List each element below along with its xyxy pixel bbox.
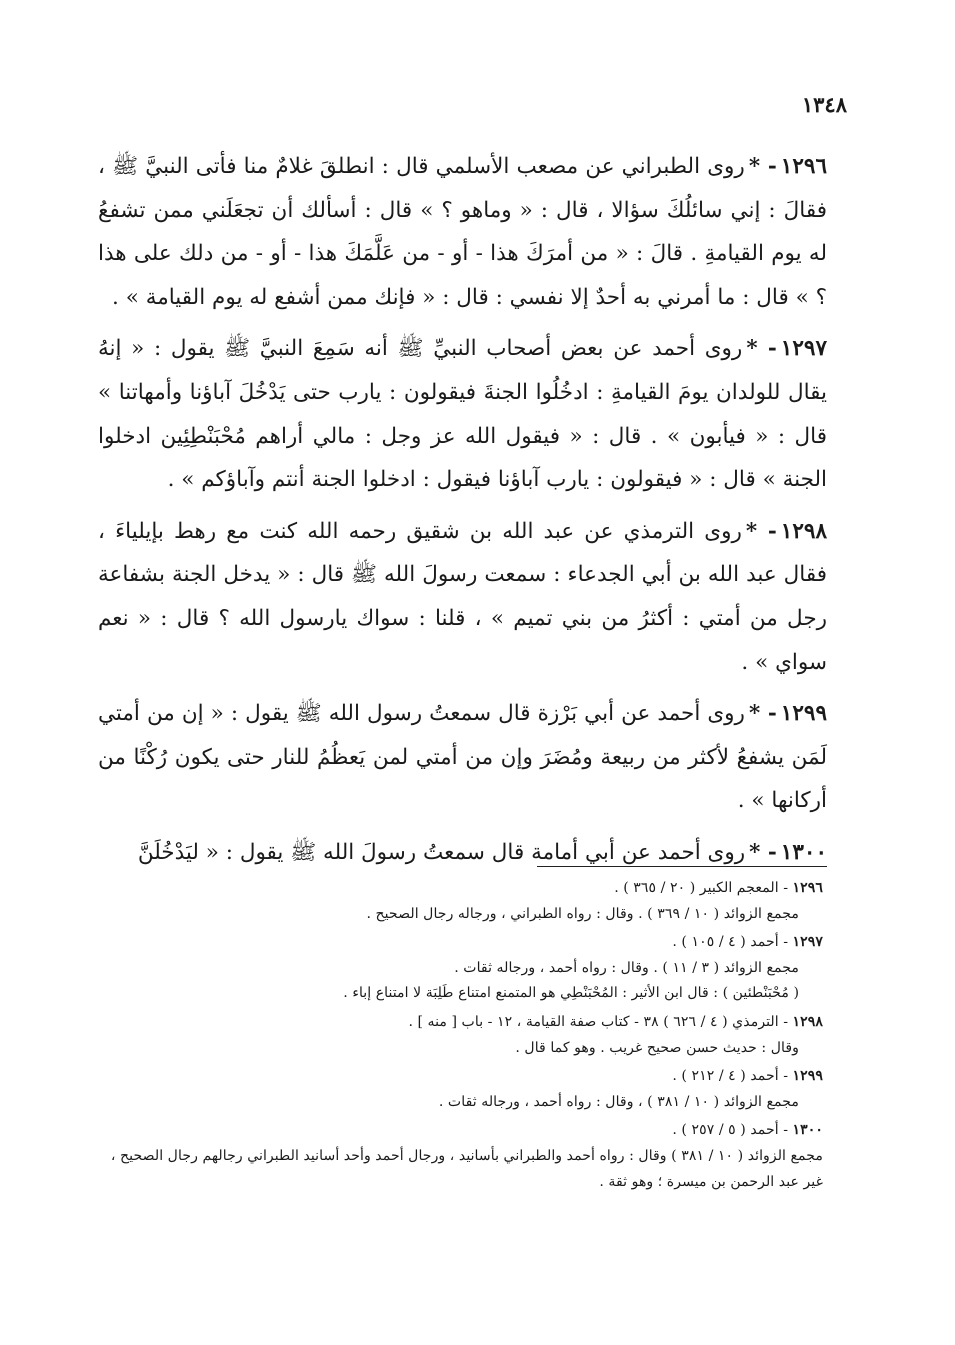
footnote-number: ١٢٩٧ <box>792 934 823 951</box>
hadith-text: روى الترمذي عن عبد الله بن شقيق رحمه الله كنت مع رهط بإيلياءَ ، فقال عبد الله بن أبي الجدعاء : سمعت رسولَ الله ﷺ قال : « يدخل الجنة بشفاعة رجل من أمتي : أكثرُ من بني تميم » ، قلنا : سواك يارسول الله ؟ قال : « نعم سواي » . <box>98 518 827 675</box>
footnote-1296 <box>110 876 823 927</box>
hadith-number: ١٣٠٠ <box>780 839 827 865</box>
footnote-number: ١٢٩٨ <box>792 1013 823 1030</box>
hadith-number: ١٢٩٩ <box>780 701 827 727</box>
footnote-text: مجمع الزوائد ( ١٠ / ٣٦٩ ) . وقال : رواه الطبراني ، ورجاله رجال الصحيح . <box>366 905 799 922</box>
hadith-1296 <box>98 145 827 319</box>
hadith-separator: - * <box>748 701 777 727</box>
footnote-source-line <box>110 1064 823 1090</box>
hadith-text: روى الطبراني عن مصعب الأسلمي قال : انطلقَ غلامٌ منا فأتى النبيَّ ﷺ ، فقالَ : إني سائلُكَ سؤالا ، قال : « وماهو ؟ » قال : أسألك أن تجعَلَني ممن تشفعُ له يوم القيامةِ . قالَ : « من أمرَكَ هذا - أو - من عَلَّمَكَ هذا - أو - من دلك على هذا ؟ » قال : ما أمرني به أحدٌ إلا نفسي : قال : « فإنك ممن أشفع له يوم القيامة » . <box>98 154 827 310</box>
hadith-separator: - * <box>749 839 777 865</box>
footnote-divider <box>537 866 827 867</box>
footnote-text: مجمع الزوائد ( ٣ / ١١ ) . وقال : رواه أحمد ، ورجاله ثقات . <box>454 959 799 976</box>
footnote-source-line <box>110 876 823 902</box>
hadith-text: روى أحمد عن أبي أمامة قال سمعتُ رسولَ الله ﷺ يقول : « ليَدْخُلَنَّ <box>137 839 746 865</box>
hadith-1298 <box>98 510 827 684</box>
footnote-text: مجمع الزوائد ( ١٠ / ٣٨١ ) ، وقال : رواه أحمد ، ورجاله ثقات . <box>438 1093 799 1110</box>
footnote-1297 <box>110 930 823 1007</box>
footnote-source-line <box>110 930 823 956</box>
hadith-number: ١٢٩٧ <box>780 336 827 362</box>
footnote-text: ( مُحْبَنْطئين ) : قال ابن الأثير : المُحْبَنْطِي هو المتمنع امتناع طَلِبَة لا امتناع إباء . <box>343 985 799 1002</box>
footnote-text: - المعجم الكبير ( ٢٠ / ٣٦٥ ) . <box>614 880 788 896</box>
hadith-number: ١٢٩٦ <box>780 154 827 179</box>
hadith-text: روى أحمد عن أبي بَرْزة قال سمعتُ رسول الله ﷺ يقول : « إن من أمتي لَمَن يشفعُ لأكثر من ربيعة ومُضَرَ وإن من أمتي لمن يَعظُمُ للنار حتى يكون رُكْنًا من أركانها » . <box>98 701 827 814</box>
hadith-1297 <box>98 327 827 501</box>
footnotes <box>110 876 823 1198</box>
footnote-source-line <box>110 1118 823 1144</box>
hadith-separator: - * <box>746 336 777 362</box>
footnote-text: وقال : حديث حسن صحيح غريب . وهو كما قال . <box>515 1039 799 1056</box>
hadith-text: روى أحمد عن بعض أصحاب النبيِّ ﷺ أنه سَمِعَ النبيَّ ﷺ يقول : « إنهُ يقال للولدان يومَ القيامةِ : ادخُلُوا الجنةَ فيقولون : يارب حتى يَدْخُلَ آباؤنا وأمهاتنا » قال : « فيأبون » . قال : « فيقول الله عز وجل : مالي أراهم مُحْبَنْطِئِين ادخلوا الجنة » قال : « فيقولون : يارب آباؤنا فيقول : ادخلوا الجنة أنتم وآباؤكم » . <box>98 336 827 493</box>
hadith-1300 <box>98 831 827 875</box>
hadith-separator: - * <box>748 154 777 179</box>
main-text <box>98 145 827 883</box>
footnote-number: ١٢٩٩ <box>792 1068 823 1085</box>
footnote-text: - أحمد ( ٥ / ٢٥٧ ) . <box>672 1122 788 1139</box>
footnote-1298 <box>110 1010 823 1061</box>
footnote-1299 <box>110 1064 823 1115</box>
footnote-number: ١٢٩٦ <box>792 880 823 896</box>
page-number: ١٣٤٨ <box>801 92 847 117</box>
hadith-number: ١٢٩٨ <box>780 518 827 544</box>
footnote-text: - الترمذي ( ٤ / ٦٢٦ ) ٣٨ - كتاب صفة القيامة ، ١٢ - باب [ منه ] . <box>408 1013 788 1030</box>
footnote-source-line <box>110 1010 823 1036</box>
hadith-1299 <box>98 692 827 823</box>
footnote-text: - أحمد ( ٤ / ١٠٥ ) . <box>672 934 788 951</box>
footnote-text: مجمع الزوائد ( ١٠ / ٣٨١ ) وقال : رواه أحمد والطبراني بأسانيد ، ورجال أحمد وأحد أسانيد الطبراني رجالهم رجال الصحيح ، غير عبد الرحمن بن ميسرة ؛ وهو ثقة . <box>110 1147 823 1190</box>
footnote-text: - أحمد ( ٤ / ٢١٢ ) . <box>672 1068 788 1085</box>
hadith-separator: - * <box>745 518 777 544</box>
footnote-1300 <box>110 1118 823 1195</box>
footnote-number: ١٣٠٠ <box>792 1122 823 1139</box>
